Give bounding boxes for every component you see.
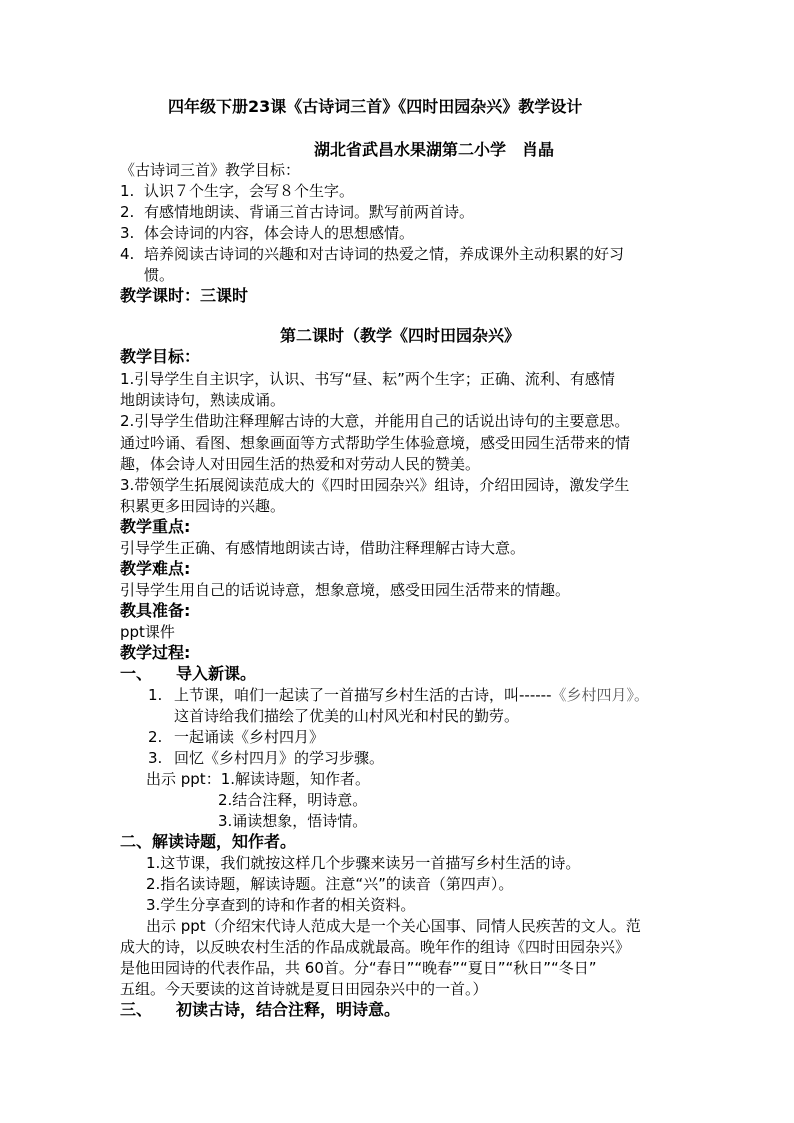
objective-line: 积累更多田园诗的兴趣。 [120,497,286,515]
key-points-heading: 教学重点: [120,517,191,536]
step-item [148,727,325,747]
step-two-line: 2.指名读诗题，解读诗题。注意“兴”的读音（第四声）。 [146,875,514,893]
tools-heading: 教具准备: [120,601,191,620]
goal-text-continued: 惯。 [144,266,175,284]
objective-line: 1.引导学生自主识字，认识、书写“昼、耘”两个生字；正确、流利、有感情 [120,370,615,388]
step-two-line: 1.这节课，我们就按这样几个步骤来读另一首描写乡村生活的诗。 [146,854,581,872]
step-item-number: 3. [148,749,163,767]
ppt-intro-line: 出示 ppt（介绍宋代诗人范成大是一个关心国事、同情人民疾苦的文人。范 [146,917,641,935]
step-item-quote: 《乡村四月》。 [551,686,649,704]
goal-text: 体会诗词的内容，体会诗人的思想感情。 [144,224,415,242]
objective-line: 地朗读诗句，熟读成诵。 [120,391,286,409]
step-item-number: 1. [148,686,163,704]
tools-text: ppt课件 [120,623,175,641]
ppt-intro-line: 成大的诗，以反映农村生活的作品成就最高。晚年作的组诗《四时田园杂兴》 [120,938,631,956]
goal-number: 1. [120,182,135,200]
step-two-heading: 二、解读诗题，知作者。 [120,832,297,851]
ppt-intro-line: 五组。今天要读的这首诗就是夏日田园杂兴中的一首。） [120,980,488,998]
step-two-line: 3.学生分享查到的诗和作者的相关资料。 [146,896,416,914]
goal-number: 3. [120,224,135,242]
goals-heading: 《古诗词三首》教学目标： [120,161,301,179]
step-item-text: 回忆《乡村四月》的学习步骤。 [174,749,385,767]
goal-number: 2. [120,203,135,221]
step-item-text [174,685,649,705]
step-number: 三、 [120,1000,153,1019]
step-item [148,748,385,768]
goal-item [120,223,415,243]
difficulties-text: 引导学生用自己的话说诗意，想象意境，感受田园生活带来的情趣。 [120,581,571,599]
author-line: 湖北省武昌水果湖第二小学 肖晶 [314,140,555,159]
objective-line: 2.引导学生借助注释理解古诗的大意，并能用自己的话说出诗句的主要意思。 [120,412,630,430]
goal-text: 培养阅读古诗词的兴趣和对古诗词的热爱之情，养成课外主动积累的好习 [144,245,625,263]
step-title: 导入新课。 [176,664,257,683]
goal-item [120,202,475,222]
difficulties-heading: 教学难点: [120,559,191,578]
objective-line: 3.带领学生拓展阅读范成大的《四时田园杂兴》组诗，介绍田园诗，激发学生 [120,476,630,494]
goal-number: 4. [120,245,135,263]
step-item-text-main: 上节课，咱们一起读了一首描写乡村生活的古诗，叫------ [174,686,552,704]
class-hours: 教学课时：三课时 [120,286,249,305]
step-item [148,685,649,705]
ppt-intro-line: 是他田园诗的代表作品，共 60首。分“春日”“晚春”“夏日”“秋日”“冬日” [120,959,597,977]
goal-item [120,244,625,264]
goal-text: 有感情地朗读、背诵三首古诗词。默写前两首诗。 [144,203,475,221]
ppt-outline-line: 3.诵读想象，悟诗情。 [218,812,368,830]
step-item-continued: 这首诗给我们描绘了优美的山村风光和村民的勤劳。 [174,707,520,725]
step-item-text: 一起诵读《乡村四月》 [174,728,325,746]
goal-text: 认识７个生字，会写８个生字。 [144,182,355,200]
process-heading: 教学过程: [120,643,191,662]
objective-line: 通过吟诵、看图、想象画面等方式帮助学生体验意境，感受田园生活带来的情 [120,434,631,452]
step-number: 一、 [120,664,153,683]
objectives-heading: 教学目标： [120,347,201,366]
objective-line: 趣，体会诗人对田园生活的热爱和对劳动人民的赞美。 [120,455,481,473]
section-title: 第二课时（教学《四时田园杂兴》 [280,326,521,345]
ppt-outline-line: 出示 ppt：1.解读诗题，知作者。 [146,770,371,788]
step-title: 初读古诗，结合注释，明诗意。 [176,1000,401,1019]
document-title: 四年级下册23课《古诗词三首》《四时田园杂兴》教学设计 [168,97,583,116]
step-item-number: 2. [148,728,163,746]
goal-item [120,181,355,201]
key-points-text: 引导学生正确、有感情地朗读古诗，借助注释理解古诗大意。 [120,539,526,557]
ppt-outline-line: 2.结合注释，明诗意。 [218,791,368,809]
step-one-heading [120,664,257,684]
step-three-heading [120,1000,401,1020]
